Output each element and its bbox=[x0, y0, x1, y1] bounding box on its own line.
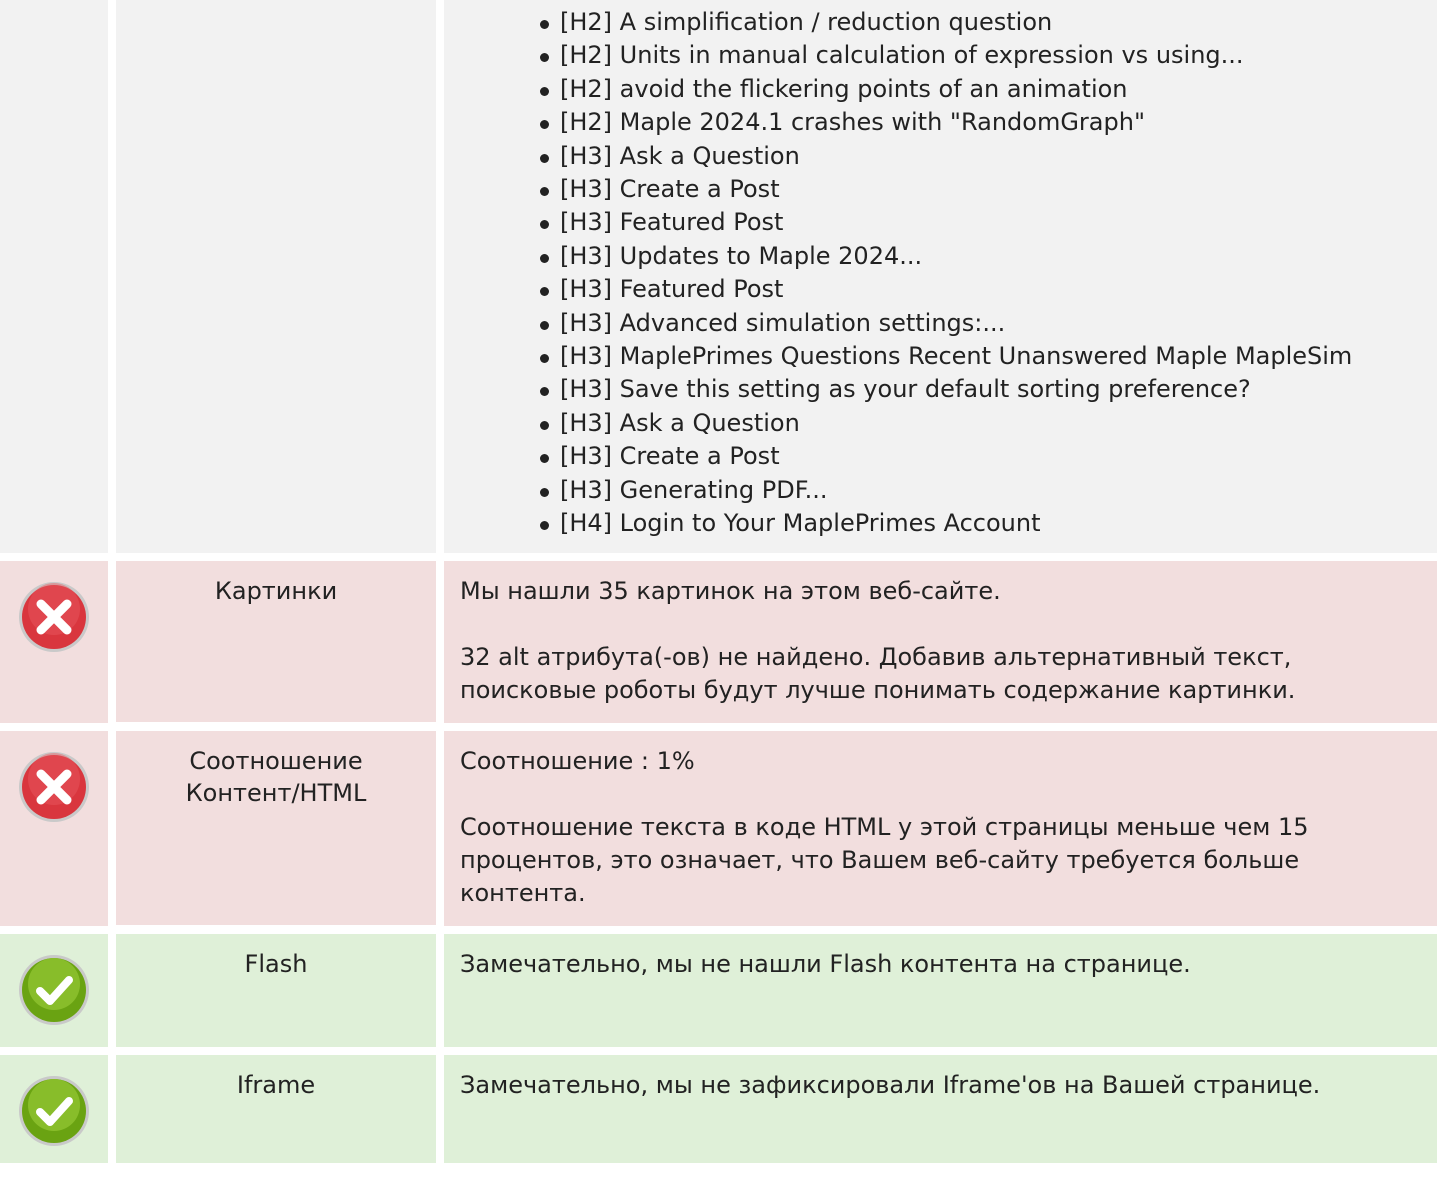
headings-row bbox=[0, 0, 1445, 553]
check-icon bbox=[16, 952, 92, 1028]
check-icon bbox=[16, 1073, 92, 1149]
flash-text: Замечательно, мы не нашли Flash контента на странице. bbox=[460, 949, 1191, 978]
iframe-text: Замечательно, мы не зафиксировали Iframe'ов на Вашей странице. bbox=[460, 1070, 1321, 1099]
images-alt-text: 32 alt атрибута(-ов) не найдено. Добавив альтернативный текст, поисковые роботы будут лучше понимать содержание картинки. bbox=[460, 642, 1296, 704]
list-item: [H3] MaplePrimes Questions Recent Unanswered Maple MapleSim bbox=[560, 340, 1421, 373]
list-item: [H3] Featured Post bbox=[560, 206, 1421, 239]
list-item: [H3] Generating PDF... bbox=[560, 474, 1421, 507]
status-cell bbox=[0, 561, 108, 723]
headings-list bbox=[460, 6, 1421, 541]
error-icon bbox=[16, 749, 92, 825]
list-item: [H3] Updates to Maple 2024... bbox=[560, 240, 1421, 273]
list-item: [H2] Units in manual calculation of expression vs using... bbox=[560, 39, 1421, 72]
list-item: [H3] Featured Post bbox=[560, 273, 1421, 306]
iframe-row bbox=[0, 1055, 1445, 1163]
list-item: [H3] Save this setting as your default sorting preference? bbox=[560, 373, 1421, 406]
error-icon bbox=[16, 579, 92, 655]
status-cell bbox=[0, 731, 108, 926]
images-label: Картинки bbox=[116, 561, 436, 722]
flash-label: Flash bbox=[116, 934, 436, 1047]
ratio-value-text: Соотношение : 1% bbox=[460, 746, 695, 775]
flash-description bbox=[444, 934, 1437, 1047]
label-cell bbox=[116, 0, 436, 553]
status-cell bbox=[0, 934, 108, 1047]
images-row bbox=[0, 561, 1445, 723]
list-item: [H2] avoid the flickering points of an animation bbox=[560, 73, 1421, 106]
list-item: [H2] A simplification / reduction question bbox=[560, 6, 1421, 39]
images-description bbox=[444, 561, 1437, 723]
headings-cell bbox=[444, 0, 1437, 553]
list-item: [H3] Create a Post bbox=[560, 173, 1421, 206]
list-item: [H3] Advanced simulation settings:... bbox=[560, 307, 1421, 340]
ratio-description bbox=[444, 731, 1437, 926]
ratio-row bbox=[0, 731, 1445, 926]
list-item: [H2] Maple 2024.1 crashes with "RandomGraph" bbox=[560, 106, 1421, 139]
status-cell bbox=[0, 0, 108, 553]
list-item: [H3] Create a Post bbox=[560, 440, 1421, 473]
list-item: [H4] Login to Your MaplePrimes Account bbox=[560, 507, 1421, 540]
list-item: [H3] Ask a Question bbox=[560, 140, 1421, 173]
iframe-description bbox=[444, 1055, 1437, 1163]
list-item: [H3] Ask a Question bbox=[560, 407, 1421, 440]
iframe-label: Iframe bbox=[116, 1055, 436, 1163]
status-cell bbox=[0, 1055, 108, 1163]
ratio-label: Соотношение Контент/HTML bbox=[116, 731, 436, 925]
images-count-text: Мы нашли 35 картинок на этом веб-сайте. bbox=[460, 576, 1001, 605]
flash-row bbox=[0, 934, 1445, 1047]
ratio-advice-text: Соотношение текста в коде HTML у этой страницы меньше чем 15 процентов, это означает, что Вашем веб-сайту требуется больше контента. bbox=[460, 812, 1309, 907]
